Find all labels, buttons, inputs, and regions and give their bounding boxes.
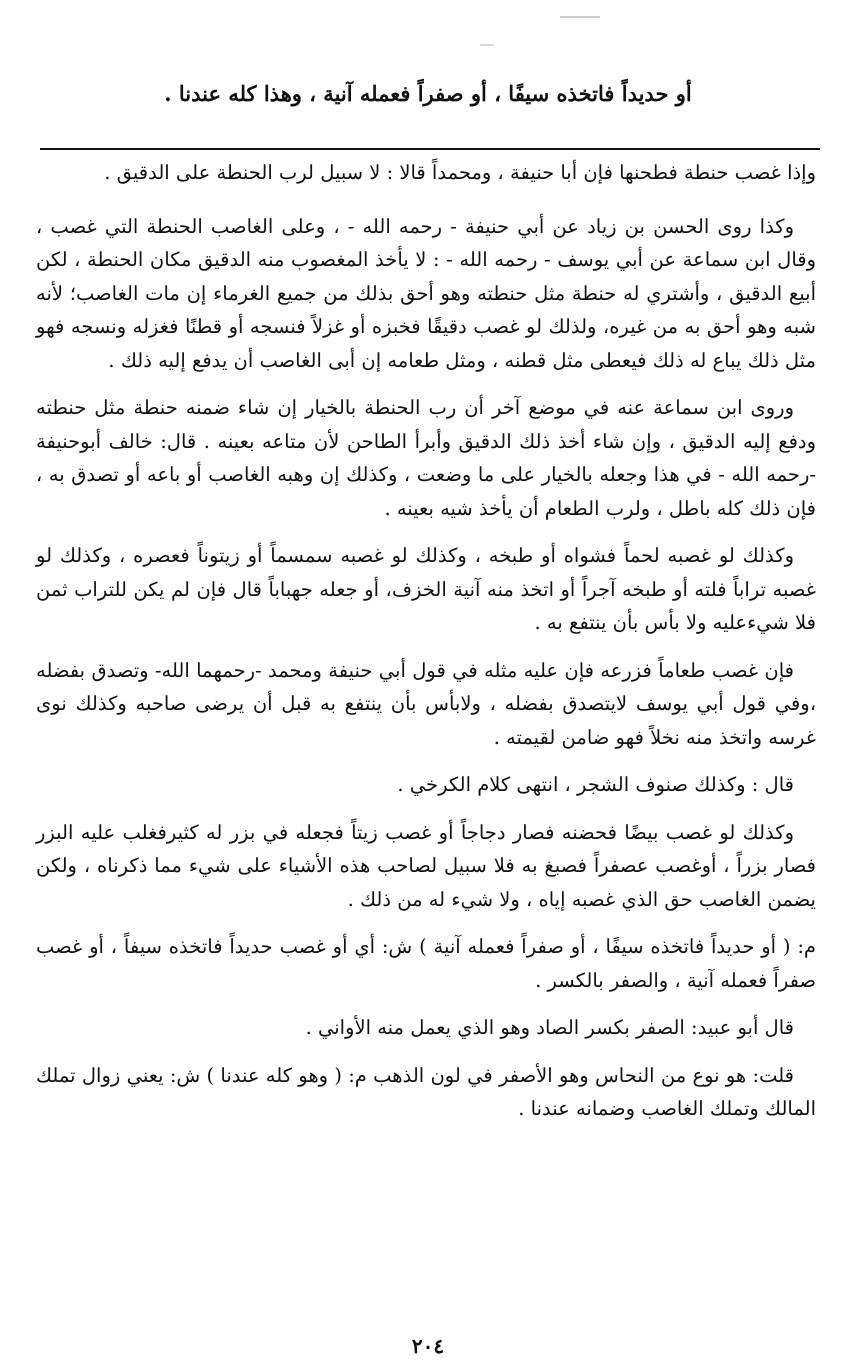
commentary-body [36,156,816,1140]
scan-mark [560,16,600,18]
paragraph: وكذلك لو غصبه لحماً فشواه أو طبخه ، وكذلك لو غصبه سمسماً أو زيتوناً فعصره ، وكذلك لو غصبه تراباً فلته أو طبخه آجراً أو اتخذ منه آنية الخزف، أو جعله جهباباً قال فإن لم يكن للتراب ثمن فلا شيءعليه ولا بأس بأن ينتفع به . [36,544,816,634]
paragraph: وإذا غصب حنطة فطحنها فإن أبا حنيفة ، ومحمداً قالا : لا سبيل لرب الحنطة على الدقيق . [104,161,816,184]
scan-mark [480,44,494,46]
paragraph: قال أبو عبيد: الصفر بكسر الصاد وهو الذي يعمل منه الأواني . [305,1016,794,1039]
page-number: ٢٠٤ [411,1334,445,1358]
matn-header-line: أو حديداً فاتخذه سيفًا ، أو صفراً فعمله آنية ، وهذا كله عندنا . [164,81,692,106]
paragraph: م: ( أو حديداً فاتخذه سيفًا ، أو صفراً فعمله آنية ) ش: أي أو غصب حديداً فاتخذه سيفاً ، أو غصب صفراً فعمله آنية ، والصفر بالكسر . [36,935,816,992]
paragraph: وروى ابن سماعة عنه في موضع آخر أن رب الحنطة بالخيار إن شاء ضمنه حنطة مثل حنطته ودفع إليه الدقيق ، وإن شاء أخذ ذلك الدقيق وأبرأ الطاحن لأن متاعه بعينه . قال: خالف أبوحنيفة -رحمه الله - في هذا وجعله بالخيار على ما وضعت ، وكذلك إن وهبه الغاصب أو باعه أو تصدق به ، فإن ذلك كله باطل ، ولرب الطعام أن يأخذ شيه بعينه . [36,396,816,520]
paragraph: قال : وكذلك صنوف الشجر ، انتهى كلام الكرخي . [397,773,794,796]
paragraph: وكذلك لو غصب بيضًا فحضنه فصار دجاجاً أو غصب زيتاً فجعله في بزر له كثيرفغلب عليه البزر فصار بزراً ، أوغصب عصفراً فصبغ به فلا سبيل لصاحب هذه الأشياء على شيء مما ذكرناه ، ولكن يضمن الغاصب حق الذي غصبه إياه ، ولا شيء له من ذلك . [36,820,816,911]
separator-rule [40,148,820,150]
paragraph: وكذا روى الحسن بن زياد عن أبي حنيفة - رحمه الله - ، وعلى الغاصب الحنطة التي غصب ، وقال ابن سماعة عن أبي يوسف - رحمه الله - : لا يأخذ المغصوب منه الدقيق مكان الحنطة ، لكن أبيع الدقيق ، وأشتري له حنطة مثل حنطته وهو أحق بذلك من جميع الغرماء إن مات الغاصب؛ لأنه شبه وهو أحق به من غيره، ولذلك لو غصب دقيقًا فخبزه أو غزلاً فنسجه أو قطنًا فغزله ونسجه فهو مثل ذلك يباع له ذلك فيعطى مثل قطنه ، ومثل طعامه إن أبى الغاصب أن يدفع إليه ذلك . [36,214,816,372]
paragraph: فإن غصب طعاماً فزرعه فإن عليه مثله في قول أبي حنيفة ومحمد -رحمهما الله- وتصدق بفضله ،وفي قول أبي يوسف لايتصدق بفضله ، ولابأس بأن ينتفع به قبل أن يرضى صاحبه وكذلك نوى غرسه واتخذ منه نخلاً فهو ضامن لقيمته . [36,658,816,749]
paragraph: قلت: هو نوع من النحاس وهو الأصفر في لون الذهب م: ( وهو كله عندنا ) ش: يعني زوال تملك المالك وتملك الغاصب وضمانه عندنا . [36,1063,816,1120]
